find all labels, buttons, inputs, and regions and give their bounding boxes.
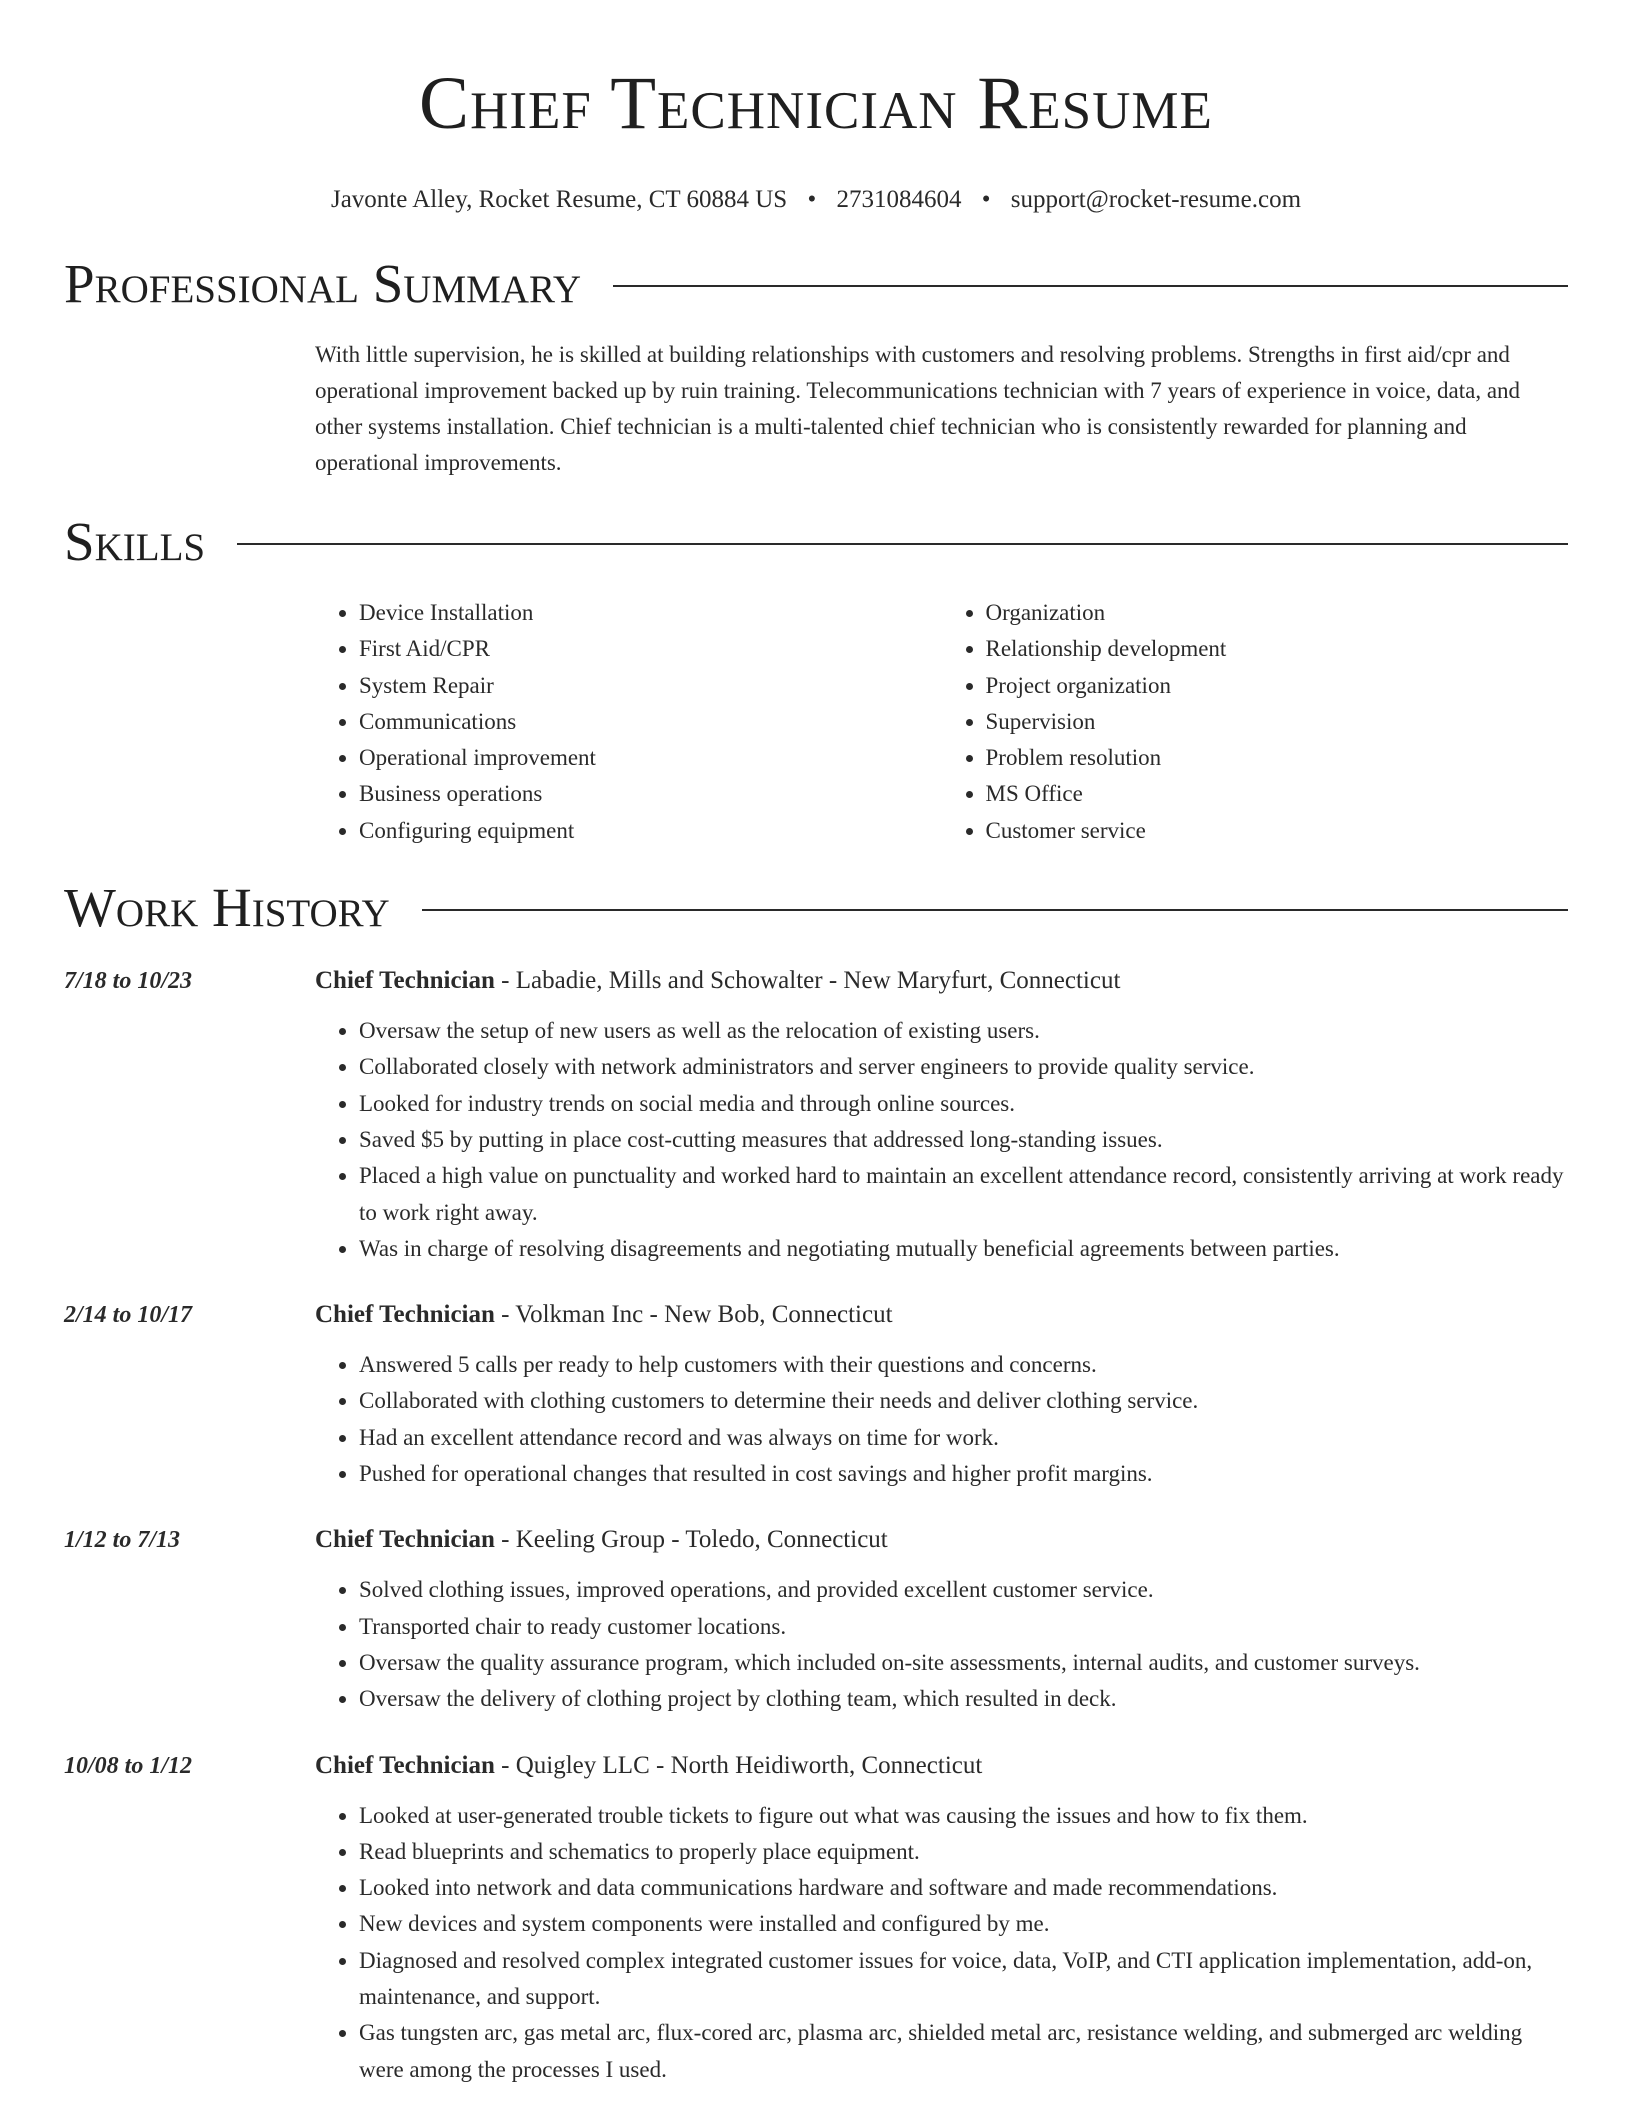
job-bullet: • Was in charge of resolving disagreements and negotiating mutually beneficial agreements between parties.: [359, 1231, 1568, 1267]
skills-list-right: [942, 595, 1569, 849]
job-entry: [64, 963, 1568, 1267]
job-bullet: • Saved $5 by putting in place cost-cutting measures that addressed long-standing issues.: [359, 1122, 1568, 1158]
job-title: Chief Technician: [315, 1301, 495, 1329]
resume-title: Chief Technician Resume: [419, 62, 1213, 145]
job-header: [315, 1748, 1568, 1784]
job-bullet: • Diagnosed and resolved complex integrated customer issues for voice, data, VoIP, and CTI application implementation, add-on, maintenance, and support.: [359, 1943, 1568, 2016]
job-employer-location: - Labadie, Mills and Schowalter - New Maryfurt, Connecticut: [494, 967, 1121, 995]
contact-email: support@rocket-resume.com: [1010, 186, 1302, 213]
skill-item: • Supervision: [986, 704, 1569, 740]
skill-item: • System Repair: [359, 668, 942, 704]
summary-text: With little supervision, he is skilled at building relationships with customers and resolving problems. Strengths in first aid/cpr and operational improvement backed up by ruin training. Telecommunications technician with 7 years of experience in voice, data, and other systems installation. Chief technician is a multi-talented chief technician who is consistently rewarded for planning and operational improvements.: [315, 342, 1521, 475]
job-employer-location: - Volkman Inc - New Bob, Connecticut: [494, 1301, 893, 1329]
job-bullet: • Looked for industry trends on social media and through online sources.: [359, 1086, 1568, 1122]
job-bullet-list: [315, 1013, 1568, 1267]
job-bullet: • Placed a high value on punctuality and worked hard to maintain an excellent attendance record, consistently arriving at work ready to work right away.: [359, 1158, 1568, 1231]
skill-item: • Project organization: [986, 668, 1569, 704]
skills-grid: [315, 595, 1568, 849]
skill-item: • Customer service: [986, 813, 1569, 849]
job-header: [315, 1522, 1568, 1558]
skills-section: [64, 509, 1568, 849]
job-dates: 7/18 to 10/23: [64, 968, 193, 995]
skill-item: • Business operations: [359, 776, 942, 812]
skill-item: • Operational improvement: [359, 740, 942, 776]
job-header: [315, 963, 1568, 999]
job-entry: [64, 1522, 1568, 1717]
job-bullet: • Looked at user-generated trouble tickets to figure out what was causing the issues and how to fix them.: [359, 1798, 1568, 1834]
job-bullet: • Answered 5 calls per ready to help customers with their questions and concerns.: [359, 1347, 1568, 1383]
job-dates: 1/12 to 7/13: [64, 1527, 181, 1554]
job-bullet: • Collaborated closely with network administrators and server engineers to provide quality service.: [359, 1049, 1568, 1085]
job-bullet: • Gas tungsten arc, gas metal arc, flux-cored arc, plasma arc, shielded metal arc, resistance welding, and submerged arc welding were among the processes I used.: [359, 2015, 1568, 2088]
job-bullet-list: [315, 1572, 1568, 1717]
job-bullet-list: [315, 1347, 1568, 1492]
contact-line: [64, 183, 1568, 217]
skill-item: • Configuring equipment: [359, 813, 942, 849]
contact-separator: •: [807, 186, 817, 213]
skill-item: • Communications: [359, 704, 942, 740]
job-bullet: • Oversaw the quality assurance program, which included on-site assessments, internal audits, and customer surveys.: [359, 1645, 1568, 1681]
skill-item: • Organization: [986, 595, 1569, 631]
summary-section: [64, 251, 1568, 481]
job-title: Chief Technician: [315, 1751, 495, 1779]
skills-heading: Skills: [64, 511, 206, 572]
job-bullet: • Solved clothing issues, improved operations, and provided excellent customer service.: [359, 1572, 1568, 1608]
skill-item: • MS Office: [986, 776, 1569, 812]
job-entry: [64, 1297, 1568, 1492]
job-bullet: • Had an excellent attendance record and was always on time for work.: [359, 1420, 1568, 1456]
summary-heading: Professional Summary: [64, 253, 582, 314]
section-divider: [613, 285, 1568, 287]
contact-separator: •: [981, 186, 991, 213]
job-entry: [64, 1748, 1568, 2088]
job-bullet: • Read blueprints and schematics to properly place equipment.: [359, 1834, 1568, 1870]
skill-item: • Device Installation: [359, 595, 942, 631]
summary-heading-row: [64, 251, 1568, 317]
skills-heading-row: [64, 509, 1568, 575]
skill-item: • Problem resolution: [986, 740, 1569, 776]
job-title: Chief Technician: [315, 1526, 495, 1554]
job-employer-location: - Quigley LLC - North Heidiworth, Connecticut: [494, 1751, 983, 1779]
job-bullet: • Pushed for operational changes that resulted in cost savings and higher profit margins.: [359, 1456, 1568, 1492]
section-divider: [422, 909, 1568, 911]
skill-item: • First Aid/CPR: [359, 631, 942, 667]
skills-list-left: [315, 595, 942, 849]
job-bullet: • Collaborated with clothing customers to determine their needs and deliver clothing service.: [359, 1383, 1568, 1419]
job-dates: 10/08 to 1/12: [64, 1752, 193, 1779]
contact-address: Javonte Alley, Rocket Resume, CT 60884 US: [330, 186, 788, 213]
job-bullet: • Oversaw the setup of new users as well as the relocation of existing users.: [359, 1013, 1568, 1049]
work-heading-row: [64, 875, 1568, 941]
contact-phone: 2731084604: [836, 186, 962, 213]
job-bullet: • Transported chair to ready customer locations.: [359, 1609, 1568, 1645]
job-dates: 2/14 to 10/17: [64, 1302, 193, 1329]
job-bullet: • Oversaw the delivery of clothing project by clothing team, which resulted in deck.: [359, 1681, 1568, 1717]
job-bullet: • Looked into network and data communications hardware and software and made recommendations.: [359, 1870, 1568, 1906]
job-title: Chief Technician: [315, 967, 495, 995]
work-history-section: [64, 875, 1568, 2088]
job-bullet-list: [315, 1798, 1568, 2088]
job-header: [315, 1297, 1568, 1333]
work-history-heading: Work History: [64, 877, 390, 939]
section-divider: [237, 543, 1568, 545]
skill-item: • Relationship development: [986, 631, 1569, 667]
job-employer-location: - Keeling Group - Toledo, Connecticut: [494, 1526, 888, 1554]
job-bullet: • New devices and system components were installed and configured by me.: [359, 1906, 1568, 1942]
